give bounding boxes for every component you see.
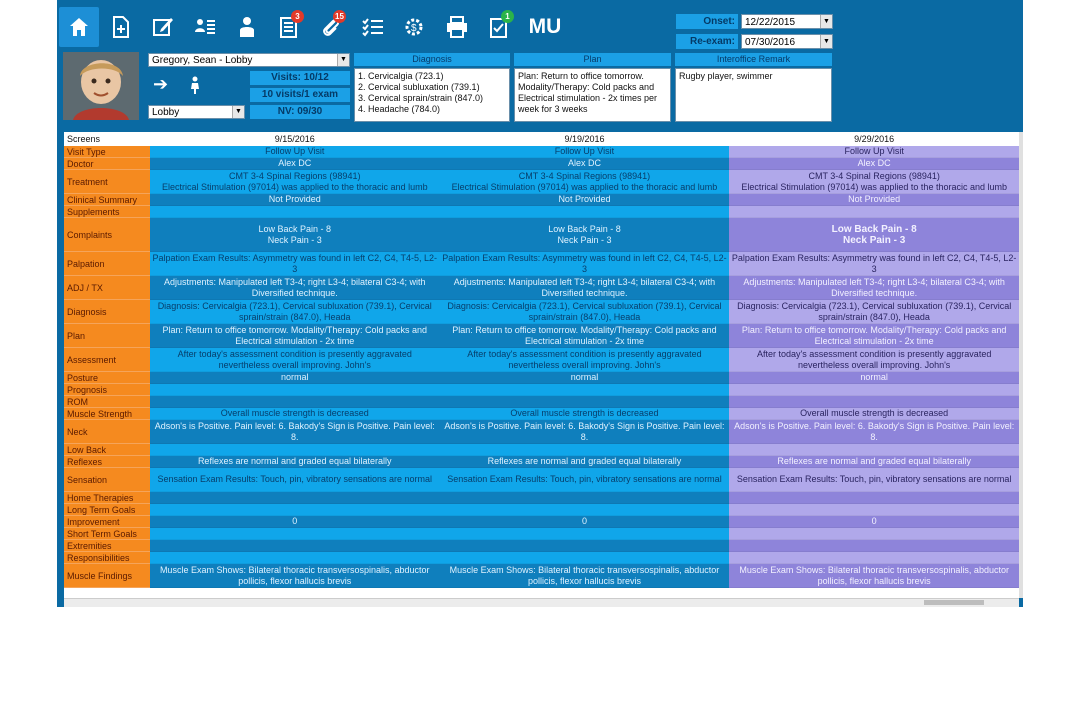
onset-date-picker[interactable] [741, 14, 833, 29]
cell-text: 0 [581, 516, 587, 526]
grid-cell[interactable] [150, 564, 440, 588]
cell-text: Reflexes are normal and graded equal bilaterally [197, 456, 392, 466]
cell-text: Muscle Exam Shows: Bilateral thoracic transversospinalis, abductor pollicis, flexor hallucis brevis [449, 564, 720, 586]
grid-cell[interactable] [440, 348, 730, 372]
cell-text: After today's assessment condition is presently aggravated nevertheless overall improving. John's [177, 348, 412, 370]
row-label: Visit Type [64, 146, 150, 158]
cell-text: 0 [292, 516, 298, 526]
grid-cell[interactable] [729, 396, 1019, 408]
grid-cell[interactable] [150, 158, 440, 170]
grid-cell[interactable] [440, 218, 730, 252]
cell-text: CMT 3-4 Spinal Regions (98941) Electrical Stimulation (97014) was applied to the thoracic and lumb [451, 170, 718, 192]
cell-text: CMT 3-4 Spinal Regions (98941) Electrical Stimulation (97014) was applied to the thoracic and lumb [161, 170, 428, 192]
grid-cell[interactable] [150, 348, 440, 372]
cell-text: Muscle Exam Shows: Bilateral thoracic transversospinalis, abductor pollicis, flexor hallucis brevis [159, 564, 430, 586]
attachments-badge: 15 [333, 10, 346, 23]
plan-box[interactable]: Plan: Return to office tomorrow. Modality/Therapy: Cold packs and Electrical stimulation - 2x times per week for 3 weeks [514, 68, 671, 122]
vertical-scrollbar[interactable] [1019, 132, 1023, 598]
column-date[interactable]: 9/29/2016 [854, 134, 895, 144]
cell-text: After today's assessment condition is presently aggravated nevertheless overall improving. John's [467, 348, 702, 370]
cell-text: Adson's is Positive. Pain level: 6. Bakody's Sign is Positive. Pain level: 8. [734, 420, 1015, 442]
row-label: Assessment [64, 348, 150, 372]
cell-text: Low Back Pain - 8 Neck Pain - 3 [548, 223, 621, 245]
row-label: Home Therapies [64, 492, 150, 504]
grid-cell[interactable] [150, 492, 440, 504]
new-document-button[interactable] [101, 7, 141, 47]
edit-icon [151, 15, 175, 39]
grid-cell[interactable] [150, 324, 440, 348]
grid-cell[interactable] [729, 468, 1019, 492]
gear-dollar-icon [403, 15, 427, 39]
grid-row [64, 384, 1019, 396]
row-label: Clinical Summary [64, 194, 150, 206]
notes-badge: 3 [291, 10, 304, 23]
grid-cell[interactable] [440, 396, 730, 408]
cell-text: Diagnosis: Cervicalgia (723.1), Cervical subluxation (739.1), Cervical sprain/strain (847.0), Heada [737, 300, 1012, 322]
cell-text: Adson's is Positive. Pain level: 6. Bakody's Sign is Positive. Pain level: 8. [154, 420, 435, 442]
location-select[interactable] [148, 105, 245, 119]
cell-text: Follow Up Visit [554, 146, 615, 156]
onset-field [676, 14, 833, 29]
reexam-date-picker[interactable] [741, 34, 833, 49]
grid-row [64, 456, 1019, 468]
grid-row [64, 206, 1019, 218]
column-date[interactable]: 9/19/2016 [564, 134, 605, 144]
remark-header[interactable]: Interoffice Remark [675, 53, 832, 66]
nv-button[interactable]: NV: 09/30 [250, 105, 350, 119]
grid-cell[interactable] [729, 276, 1019, 300]
grid-cell[interactable] [440, 408, 730, 420]
diagnosis-header[interactable]: Diagnosis [354, 53, 510, 66]
grid-cell[interactable] [440, 564, 730, 588]
cell-text: normal [570, 372, 599, 382]
cell-text: Not Provided [848, 194, 901, 204]
printer-icon [445, 15, 469, 39]
row-label: Low Back [64, 444, 150, 456]
grid-cell[interactable] [729, 158, 1019, 170]
grid-cell[interactable] [729, 324, 1019, 348]
checklist-badge: 1 [501, 10, 514, 23]
row-label: ADJ / TX [64, 276, 150, 300]
cell-text: Palpation Exam Results: Asymmetry was found in left C2, C4, T4-5, L2-3 [152, 252, 437, 274]
person-icon [235, 15, 259, 39]
grid-cell[interactable] [729, 348, 1019, 372]
row-label: Neck [64, 420, 150, 444]
grid-cell[interactable] [729, 552, 1019, 564]
grid-cell[interactable] [440, 540, 730, 552]
grid-row [64, 324, 1019, 348]
reexam-field [676, 34, 833, 49]
grid-cell[interactable] [729, 300, 1019, 324]
grid-cell[interactable] [440, 504, 730, 516]
grid-row [64, 564, 1019, 588]
grid-cell[interactable] [150, 372, 440, 384]
cell-text: Reflexes are normal and graded equal bilaterally [487, 456, 682, 466]
grid-cell[interactable] [150, 456, 440, 468]
row-label: Extremities [64, 540, 150, 552]
cell-text: Palpation Exam Results: Asymmetry was found in left C2, C4, T4-5, L2-3 [442, 252, 727, 274]
row-label: Short Term Goals [64, 528, 150, 540]
row-label: Posture [64, 372, 150, 384]
patient-list-icon [193, 15, 217, 39]
patient-name: Gregory, Sean - Lobby [152, 55, 253, 66]
cell-text: Alex DC [857, 158, 891, 168]
grid-cell[interactable] [150, 252, 440, 276]
grid-row [64, 468, 1019, 492]
row-label: Treatment [64, 170, 150, 194]
row-label: Doctor [64, 158, 150, 170]
grid-cell[interactable] [150, 276, 440, 300]
cell-text: Plan: Return to office tomorrow. Modality/Therapy: Cold packs and Electrical stimulation - 2x time [452, 324, 717, 346]
cell-text: Adson's is Positive. Pain level: 6. Bakody's Sign is Positive. Pain level: 8. [444, 420, 725, 442]
patient-button[interactable] [227, 7, 267, 47]
cell-text: Plan: Return to office tomorrow. Modality/Therapy: Cold packs and Electrical stimulation - 2x time [162, 324, 427, 346]
grid-cell[interactable] [729, 540, 1019, 552]
chevron-down-icon[interactable]: ▼ [820, 15, 832, 28]
grid-cell[interactable] [729, 170, 1019, 194]
attachments-button[interactable] [311, 7, 351, 47]
grid-cell[interactable] [150, 408, 440, 420]
grid-cell[interactable] [440, 146, 730, 158]
grid-cell[interactable] [440, 206, 730, 218]
grid-cell[interactable] [440, 158, 730, 170]
grid-cell[interactable] [440, 528, 730, 540]
plan-header[interactable]: Plan [514, 53, 671, 66]
grid-row [64, 170, 1019, 194]
grid-cell[interactable] [440, 552, 730, 564]
task-list-button[interactable] [353, 7, 393, 47]
grid-row [64, 540, 1019, 552]
cell-text: Sensation Exam Results: Touch, pin, vibratory sensations are normal [157, 474, 432, 484]
grid-cell[interactable] [729, 528, 1019, 540]
arrow-right-icon[interactable]: ➔ [153, 74, 169, 94]
grid-row [64, 408, 1019, 420]
onset-date-value: 12/22/2015 [745, 17, 796, 28]
row-label: Plan [64, 324, 150, 348]
grid-cell[interactable] [729, 206, 1019, 218]
grid-row [64, 276, 1019, 300]
grid-cell[interactable] [150, 146, 440, 158]
cell-text: Alex DC [278, 158, 312, 168]
grid-row [64, 444, 1019, 456]
grid-row [64, 528, 1019, 540]
patient-select[interactable] [148, 53, 350, 67]
checklist-icon [361, 15, 385, 39]
grid-cell[interactable] [440, 516, 730, 528]
app-window [57, 0, 1023, 607]
grid-cell[interactable] [440, 444, 730, 456]
cell-text: CMT 3-4 Spinal Regions (98941) Electrical Stimulation (97014) was applied to the thoracic and lumb [741, 170, 1007, 192]
edit-button[interactable] [143, 7, 183, 47]
grid-cell[interactable] [150, 528, 440, 540]
cell-text: Overall muscle strength is decreased [510, 408, 659, 418]
row-label: Sensation [64, 468, 150, 492]
column-date[interactable]: 9/15/2016 [274, 134, 315, 144]
grid-cell[interactable] [150, 218, 440, 252]
grid-cell[interactable] [150, 194, 440, 206]
home-button[interactable] [59, 7, 99, 47]
grid-cell[interactable] [729, 444, 1019, 456]
grid-cell[interactable] [729, 408, 1019, 420]
grid-cell[interactable] [729, 516, 1019, 528]
grid-row [64, 218, 1019, 252]
grid-cell[interactable] [729, 194, 1019, 206]
row-label: Improvement [64, 516, 150, 528]
grid-row [64, 504, 1019, 516]
grid-cell[interactable] [440, 384, 730, 396]
chevron-down-icon[interactable]: ▼ [337, 54, 349, 66]
visits-exam-button[interactable]: 10 visits/1 exam [250, 88, 350, 102]
print-button[interactable] [437, 7, 477, 47]
cell-text: Not Provided [558, 194, 611, 204]
reexam-date-value: 07/30/2016 [745, 37, 796, 48]
grid-cell[interactable] [150, 170, 440, 194]
grid-cell[interactable] [150, 444, 440, 456]
row-label: ROM [64, 396, 150, 408]
grid-cell[interactable] [729, 146, 1019, 158]
cell-text: Muscle Exam Shows: Bilateral thoracic transversospinalis, abductor pollicis, flexor hallucis brevis [739, 564, 1009, 586]
grid-cell[interactable] [150, 468, 440, 492]
cell-text: Overall muscle strength is decreased [220, 408, 369, 418]
home-icon [67, 15, 91, 39]
grid-cell[interactable] [729, 564, 1019, 588]
grid-body [64, 146, 1019, 588]
row-label: Reflexes [64, 456, 150, 468]
grid-cell[interactable] [440, 372, 730, 384]
patient-list-button[interactable] [185, 7, 225, 47]
grid-cell[interactable] [729, 456, 1019, 468]
patient-photo [63, 52, 139, 120]
screens-grid [64, 132, 1019, 598]
grid-cell[interactable] [729, 218, 1019, 252]
cell-text: Low Back Pain - 8 Neck Pain - 3 [831, 223, 917, 246]
grid-cell[interactable] [729, 384, 1019, 396]
onset-label: Onset: [676, 14, 738, 29]
cell-text: Plan: Return to office tomorrow. Modality/Therapy: Cold packs and Electrical stimulation - 2x time [741, 324, 1007, 346]
grid-cell[interactable] [440, 468, 730, 492]
grid-cell[interactable] [440, 300, 730, 324]
grid-row [64, 146, 1019, 158]
cell-text: Reflexes are normal and graded equal bilaterally [777, 456, 971, 466]
grid-row [64, 420, 1019, 444]
horizontal-scrollbar[interactable] [64, 598, 1019, 607]
grid-cell[interactable] [150, 396, 440, 408]
grid-row [64, 194, 1019, 206]
grid-cell[interactable] [150, 420, 440, 444]
grid-row [64, 348, 1019, 372]
grid-header [64, 132, 1019, 146]
grid-row [64, 492, 1019, 504]
cell-text: Overall muscle strength is decreased [800, 408, 949, 418]
cell-text: Adjustments: Manipulated left T3-4; right L3-4; bilateral C3-4; with Diversified technique. [743, 276, 1005, 298]
cell-text: 0 [871, 516, 877, 526]
add-document-icon [109, 15, 133, 39]
svg-text:$: $ [411, 23, 417, 34]
grid-cell[interactable] [150, 206, 440, 218]
cell-text: Adjustments: Manipulated left T3-4; right L3-4; bilateral C3-4; with Diversified technique. [164, 276, 426, 298]
grid-row [64, 552, 1019, 564]
cell-text: Sensation Exam Results: Touch, pin, vibratory sensations are normal [736, 474, 1012, 484]
grid-row [64, 252, 1019, 276]
row-label: Complaints [64, 218, 150, 252]
grid-cell[interactable] [150, 384, 440, 396]
location-value: Lobby [152, 107, 180, 118]
cell-text: Palpation Exam Results: Asymmetry was found in left C2, C4, T4-5, L2-3 [731, 252, 1017, 274]
cell-text: Diagnosis: Cervicalgia (723.1), Cervical subluxation (739.1), Cervical sprain/strain (847.0), Heada [447, 300, 722, 322]
mu-button[interactable]: MU [528, 15, 562, 38]
row-label: Prognosis [64, 384, 150, 396]
cell-text: Diagnosis: Cervicalgia (723.1), Cervical subluxation (739.1), Cervical sprain/strain (847.0), Heada [157, 300, 432, 322]
cell-text: Low Back Pain - 8 Neck Pain - 3 [258, 223, 332, 245]
grid-cell[interactable] [729, 252, 1019, 276]
cell-text: Adjustments: Manipulated left T3-4; right L3-4; bilateral C3-4; with Diversified technique. [453, 276, 716, 298]
cell-text: normal [860, 372, 888, 382]
row-label: Diagnosis [64, 300, 150, 324]
person-walk-icon[interactable] [187, 76, 203, 94]
grid-cell[interactable] [729, 372, 1019, 384]
row-label: Palpation [64, 252, 150, 276]
screens-label: Screens [67, 134, 101, 144]
grid-row [64, 516, 1019, 528]
grid-cell[interactable] [440, 492, 730, 504]
grid-cell[interactable] [150, 516, 440, 528]
grid-row [64, 372, 1019, 384]
checklist-approve-button[interactable] [479, 7, 519, 47]
notes-button[interactable] [269, 7, 309, 47]
cell-text: Alex DC [567, 158, 601, 168]
grid-cell[interactable] [440, 194, 730, 206]
grid-cell[interactable] [440, 170, 730, 194]
scrollbar-thumb[interactable] [924, 600, 984, 605]
reexam-label: Re-exam: [676, 34, 738, 49]
row-label: Muscle Strength [64, 408, 150, 420]
cell-text: After today's assessment condition is presently aggravated nevertheless overall improving. John's [756, 348, 992, 370]
billing-settings-button[interactable] [395, 7, 435, 47]
row-label: Responsibilities [64, 552, 150, 564]
row-label: Supplements [64, 206, 150, 218]
grid-row [64, 396, 1019, 408]
grid-cell[interactable] [150, 552, 440, 564]
grid-cell[interactable] [440, 276, 730, 300]
grid-cell[interactable] [729, 504, 1019, 516]
cell-text: normal [281, 372, 309, 382]
diagnosis-box[interactable]: 1. Cervicalgia (723.1) 2. Cervical subluxation (739.1) 3. Cervical sprain/strain (847.0) 4. Headache (784.0) [354, 68, 510, 122]
grid-cell[interactable] [150, 504, 440, 516]
grid-cell[interactable] [150, 300, 440, 324]
grid-row [64, 300, 1019, 324]
cell-text: Follow Up Visit [265, 146, 325, 156]
grid-cell[interactable] [729, 420, 1019, 444]
cell-text: Not Provided [268, 194, 321, 204]
row-label: Muscle Findings [64, 564, 150, 588]
remark-box[interactable]: Rugby player, swimmer [675, 68, 832, 122]
grid-row [64, 158, 1019, 170]
cell-text: Sensation Exam Results: Touch, pin, vibratory sensations are normal [447, 474, 722, 484]
chevron-down-icon[interactable]: ▼ [232, 106, 244, 118]
grid-cell[interactable] [440, 252, 730, 276]
toolbar [59, 4, 569, 50]
grid-cell[interactable] [440, 456, 730, 468]
cell-text: Follow Up Visit [844, 146, 904, 156]
grid-cell[interactable] [440, 324, 730, 348]
grid-cell[interactable] [440, 420, 730, 444]
grid-cell[interactable] [729, 492, 1019, 504]
visits-button[interactable]: Visits: 10/12 [250, 71, 350, 85]
chevron-down-icon[interactable]: ▼ [820, 35, 832, 48]
grid-cell[interactable] [150, 540, 440, 552]
row-label: Long Term Goals [64, 504, 150, 516]
